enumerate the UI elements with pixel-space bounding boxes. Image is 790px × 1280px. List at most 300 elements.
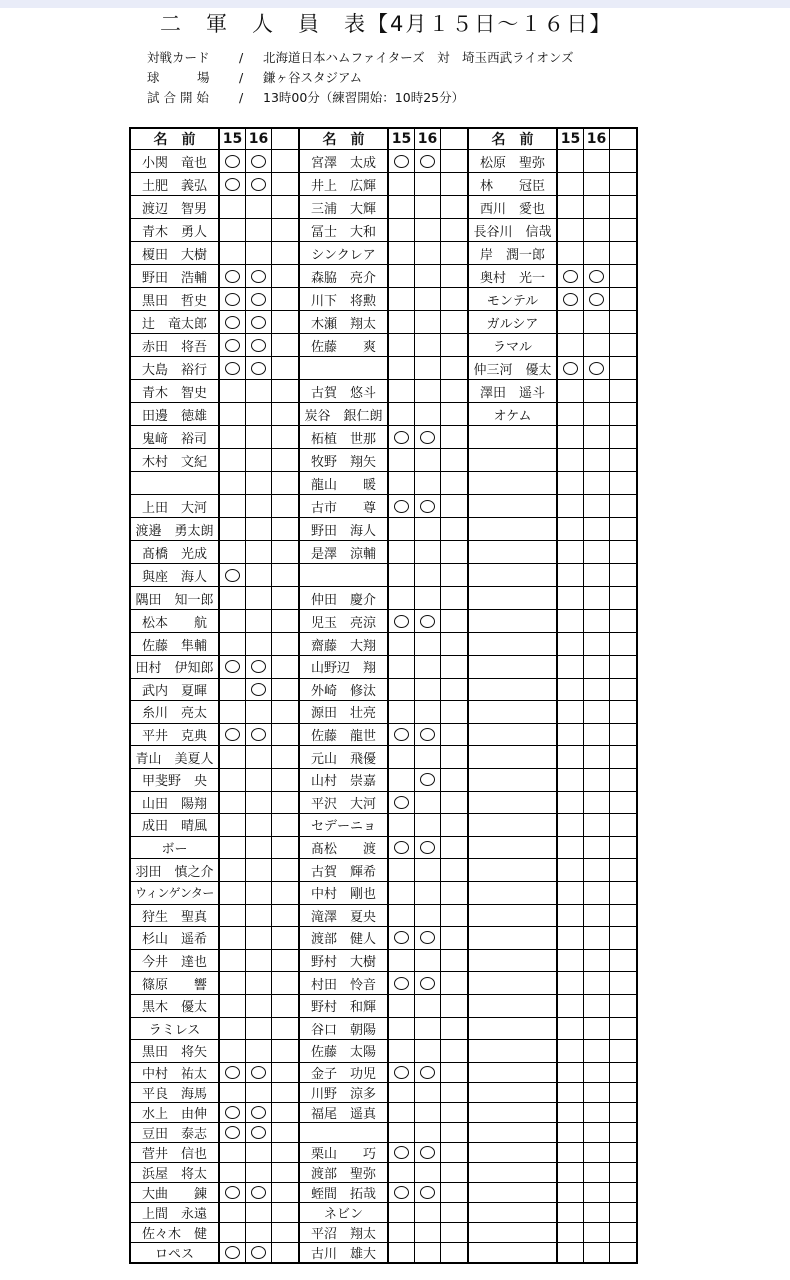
day16-cell	[584, 723, 610, 746]
day16-cell	[584, 881, 610, 904]
blank-cell	[441, 1062, 469, 1082]
player-name: ウィンゲンター	[130, 881, 219, 904]
day15-cell	[219, 972, 246, 995]
player-name: 佐藤 隼輔	[130, 633, 219, 656]
player-name: 齋藤 大翔	[299, 633, 388, 656]
day15-cell	[557, 723, 584, 746]
day15-cell	[557, 1062, 584, 1082]
blank-cell	[610, 426, 638, 449]
player-name: 黒木 優太	[130, 994, 219, 1017]
day15-cell	[557, 1017, 584, 1040]
attendance-circle-icon	[420, 500, 435, 513]
player-name: 松本 航	[130, 610, 219, 633]
day15-cell	[219, 881, 246, 904]
day15-cell	[219, 746, 246, 769]
blank-cell	[610, 678, 638, 701]
player-name	[468, 1082, 557, 1102]
blank-cell	[610, 656, 638, 679]
day15-cell	[557, 587, 584, 610]
day15-cell	[219, 723, 246, 746]
player-name	[468, 1122, 557, 1142]
blank-cell	[441, 814, 469, 837]
day16-cell	[246, 173, 272, 196]
blank-cell	[272, 1122, 300, 1142]
day15-cell	[219, 927, 246, 950]
header-day16: 16	[246, 128, 272, 150]
blank-cell	[272, 610, 300, 633]
blank-cell	[610, 1017, 638, 1040]
day15-cell	[388, 768, 415, 791]
player-name: オケム	[468, 403, 557, 426]
blank-cell	[610, 265, 638, 288]
day16-cell	[415, 1242, 441, 1263]
player-name: 赤田 将吾	[130, 334, 219, 357]
day15-cell	[557, 1102, 584, 1122]
day16-cell	[246, 791, 272, 814]
player-name	[468, 678, 557, 701]
blank-cell	[272, 701, 300, 724]
player-name: 岸 潤一郎	[468, 242, 557, 265]
blank-cell	[610, 1122, 638, 1142]
day16-cell	[415, 265, 441, 288]
day15-cell	[557, 196, 584, 219]
blank-cell	[610, 633, 638, 656]
attendance-circle-icon	[394, 1186, 409, 1199]
table-row	[130, 904, 637, 927]
attendance-circle-icon	[394, 796, 409, 809]
blank-cell	[441, 1122, 469, 1142]
table-row	[130, 881, 637, 904]
day16-cell	[415, 633, 441, 656]
table-row	[130, 633, 637, 656]
player-name: 三浦 大輝	[299, 196, 388, 219]
blank-cell	[610, 242, 638, 265]
day15-cell	[388, 173, 415, 196]
player-name	[468, 1102, 557, 1122]
table-row	[130, 723, 637, 746]
blank-cell	[610, 449, 638, 472]
day16-cell	[415, 610, 441, 633]
day15-cell	[557, 836, 584, 859]
day15-cell	[557, 701, 584, 724]
blank-cell	[441, 564, 469, 587]
blank-cell	[610, 904, 638, 927]
day16-cell	[584, 357, 610, 380]
day16-cell	[584, 403, 610, 426]
attendance-circle-icon	[251, 178, 266, 191]
day16-cell	[246, 904, 272, 927]
attendance-circle-icon	[420, 1066, 435, 1079]
blank-cell	[610, 814, 638, 837]
attendance-circle-icon	[420, 728, 435, 741]
player-name: 髙松 渡	[299, 836, 388, 859]
day16-cell	[246, 814, 272, 837]
blank-cell	[272, 357, 300, 380]
day16-cell	[246, 150, 272, 173]
player-name: 上間 永遠	[130, 1202, 219, 1222]
day15-cell	[219, 449, 246, 472]
day15-cell	[388, 814, 415, 837]
attendance-circle-icon	[251, 1126, 266, 1139]
player-name: 與座 海人	[130, 564, 219, 587]
blank-cell	[441, 150, 469, 173]
day15-cell	[388, 723, 415, 746]
blank-cell	[610, 1222, 638, 1242]
day15-cell	[388, 219, 415, 242]
day16-cell	[415, 881, 441, 904]
info-sep: /	[239, 70, 244, 85]
table-row	[130, 288, 637, 311]
top-band	[0, 0, 790, 8]
player-name	[468, 791, 557, 814]
blank-cell	[610, 1242, 638, 1263]
day16-cell	[246, 633, 272, 656]
day16-cell	[584, 1017, 610, 1040]
day16-cell	[246, 334, 272, 357]
day16-cell	[415, 587, 441, 610]
player-name: 奥村 光一	[468, 265, 557, 288]
day16-cell	[584, 814, 610, 837]
day16-cell	[246, 1202, 272, 1222]
day15-cell	[219, 610, 246, 633]
blank-cell	[610, 1202, 638, 1222]
player-name: シンクレア	[299, 242, 388, 265]
player-name: セデーニョ	[299, 814, 388, 837]
day16-cell	[584, 311, 610, 334]
blank-cell	[272, 449, 300, 472]
player-name: 野田 海人	[299, 518, 388, 541]
blank-cell	[610, 150, 638, 173]
player-name: 佐々木 健	[130, 1222, 219, 1242]
player-name: 元山 飛優	[299, 746, 388, 769]
blank-cell	[272, 927, 300, 950]
attendance-circle-icon	[394, 728, 409, 741]
blank-cell	[610, 723, 638, 746]
day15-cell	[219, 859, 246, 882]
day16-cell	[415, 288, 441, 311]
table-row	[130, 495, 637, 518]
day16-cell	[584, 1182, 610, 1202]
attendance-circle-icon	[420, 977, 435, 990]
blank-cell	[272, 836, 300, 859]
blank-cell	[441, 219, 469, 242]
day16-cell	[584, 518, 610, 541]
blank-cell	[610, 311, 638, 334]
blank-cell	[441, 701, 469, 724]
blank-cell	[272, 859, 300, 882]
player-name	[468, 426, 557, 449]
day15-cell	[388, 311, 415, 334]
day16-cell	[246, 219, 272, 242]
attendance-circle-icon	[251, 155, 266, 168]
blank-cell	[441, 1242, 469, 1263]
blank-cell	[441, 859, 469, 882]
player-name: 蛭間 拓哉	[299, 1182, 388, 1202]
blank-cell	[272, 1142, 300, 1162]
day15-cell	[388, 1182, 415, 1202]
blank-cell	[441, 1017, 469, 1040]
blank-cell	[610, 472, 638, 495]
day16-cell	[246, 610, 272, 633]
table-row	[130, 836, 637, 859]
attendance-circle-icon	[394, 155, 409, 168]
day16-cell	[415, 1122, 441, 1142]
day15-cell	[219, 265, 246, 288]
table-row	[130, 656, 637, 679]
player-name: 金子 功児	[299, 1062, 388, 1082]
day15-cell	[557, 949, 584, 972]
day15-cell	[219, 701, 246, 724]
table-row	[130, 1102, 637, 1122]
day15-cell	[219, 1062, 246, 1082]
player-name: 児玉 亮涼	[299, 610, 388, 633]
player-name: 黒田 将矢	[130, 1040, 219, 1063]
player-name	[468, 972, 557, 995]
table-row	[130, 587, 637, 610]
day16-cell	[415, 1162, 441, 1182]
day16-cell	[415, 173, 441, 196]
player-name: ボー	[130, 836, 219, 859]
day15-cell	[219, 587, 246, 610]
blank-cell	[441, 1162, 469, 1182]
day16-cell	[415, 701, 441, 724]
player-name	[468, 1040, 557, 1063]
attendance-circle-icon	[420, 1186, 435, 1199]
player-name	[468, 610, 557, 633]
day15-cell	[219, 678, 246, 701]
day16-cell	[415, 242, 441, 265]
attendance-circle-icon	[251, 316, 266, 329]
day15-cell	[219, 1082, 246, 1102]
blank-cell	[272, 265, 300, 288]
blank-cell	[272, 746, 300, 769]
table-row	[130, 426, 637, 449]
player-name: 青山 美夏人	[130, 746, 219, 769]
day16-cell	[584, 219, 610, 242]
day16-cell	[415, 768, 441, 791]
player-name	[299, 1122, 388, 1142]
blank-cell	[441, 791, 469, 814]
day15-cell	[388, 791, 415, 814]
attendance-circle-icon	[394, 1066, 409, 1079]
header-row	[130, 128, 637, 150]
day16-cell	[246, 1102, 272, 1122]
day15-cell	[557, 1242, 584, 1263]
attendance-circle-icon	[589, 270, 604, 283]
day16-cell	[246, 1062, 272, 1082]
table-row	[130, 1162, 637, 1182]
day15-cell	[557, 1122, 584, 1142]
day16-cell	[246, 949, 272, 972]
day15-cell	[557, 426, 584, 449]
day15-cell	[557, 768, 584, 791]
blank-cell	[272, 173, 300, 196]
day16-cell	[246, 472, 272, 495]
day15-cell	[557, 859, 584, 882]
day15-cell	[388, 678, 415, 701]
table-row	[130, 150, 637, 173]
blank-cell	[610, 564, 638, 587]
attendance-circle-icon	[420, 931, 435, 944]
player-name: 水上 由伸	[130, 1102, 219, 1122]
player-name: 菅井 信也	[130, 1142, 219, 1162]
attendance-circle-icon	[251, 660, 266, 673]
day15-cell	[388, 633, 415, 656]
day16-cell	[584, 1162, 610, 1182]
blank-cell	[441, 311, 469, 334]
table-row	[130, 1082, 637, 1102]
day16-cell	[246, 242, 272, 265]
player-name: 渡部 健人	[299, 927, 388, 950]
day15-cell	[219, 472, 246, 495]
blank-cell	[272, 791, 300, 814]
blank-cell	[610, 701, 638, 724]
day16-cell	[246, 449, 272, 472]
table-row	[130, 449, 637, 472]
blank-cell	[610, 380, 638, 403]
day16-cell	[246, 768, 272, 791]
blank-cell	[610, 495, 638, 518]
table-row	[130, 814, 637, 837]
day16-cell	[246, 403, 272, 426]
blank-cell	[272, 587, 300, 610]
attendance-circle-icon	[251, 1106, 266, 1119]
day15-cell	[219, 541, 246, 564]
day15-cell	[219, 1122, 246, 1142]
day15-cell	[388, 1040, 415, 1063]
roster-body	[130, 150, 637, 1263]
header-name: 名 前	[299, 128, 388, 150]
player-name: 村田 怜音	[299, 972, 388, 995]
player-name: 田邊 徳雄	[130, 403, 219, 426]
day15-cell	[219, 949, 246, 972]
table-row	[130, 265, 637, 288]
day16-cell	[246, 723, 272, 746]
blank-cell	[272, 426, 300, 449]
table-row	[130, 746, 637, 769]
player-name: 渡部 聖弥	[299, 1162, 388, 1182]
day15-cell	[557, 972, 584, 995]
day15-cell	[557, 1040, 584, 1063]
day16-cell	[246, 196, 272, 219]
day16-cell	[246, 1162, 272, 1182]
day15-cell	[219, 1202, 246, 1222]
day16-cell	[584, 449, 610, 472]
blank-cell	[272, 541, 300, 564]
attendance-circle-icon	[225, 1186, 240, 1199]
day16-cell	[584, 173, 610, 196]
day15-cell	[388, 859, 415, 882]
player-name	[299, 564, 388, 587]
player-name: 仲三河 優太	[468, 357, 557, 380]
day16-cell	[415, 949, 441, 972]
attendance-circle-icon	[251, 339, 266, 352]
day15-cell	[557, 265, 584, 288]
day15-cell	[219, 904, 246, 927]
blank-cell	[272, 242, 300, 265]
player-name: 大曲 錬	[130, 1182, 219, 1202]
player-name: 杉山 遥希	[130, 927, 219, 950]
day15-cell	[557, 449, 584, 472]
day16-cell	[246, 1017, 272, 1040]
player-name	[468, 701, 557, 724]
day16-cell	[584, 334, 610, 357]
day15-cell	[388, 1222, 415, 1242]
header-day15: 15	[219, 128, 246, 150]
header-blank	[610, 128, 638, 150]
player-name: 渡辺 智男	[130, 196, 219, 219]
player-name	[468, 836, 557, 859]
blank-cell	[272, 656, 300, 679]
day16-cell	[415, 1082, 441, 1102]
day15-cell	[219, 518, 246, 541]
day16-cell	[415, 791, 441, 814]
attendance-circle-icon	[225, 1126, 240, 1139]
day16-cell	[584, 196, 610, 219]
player-name: 糸川 亮太	[130, 701, 219, 724]
day15-cell	[219, 1242, 246, 1263]
day15-cell	[388, 836, 415, 859]
day16-cell	[415, 1102, 441, 1122]
day15-cell	[219, 403, 246, 426]
blank-cell	[272, 288, 300, 311]
attendance-circle-icon	[563, 293, 578, 306]
day16-cell	[246, 1182, 272, 1202]
player-name: 篠原 響	[130, 972, 219, 995]
day15-cell	[388, 1142, 415, 1162]
attendance-circle-icon	[251, 293, 266, 306]
player-name: 田村 伊知郎	[130, 656, 219, 679]
day15-cell	[557, 994, 584, 1017]
day15-cell	[219, 1182, 246, 1202]
blank-cell	[610, 1142, 638, 1162]
player-name: 佐藤 爽	[299, 334, 388, 357]
blank-cell	[272, 723, 300, 746]
day15-cell	[388, 927, 415, 950]
blank-cell	[610, 219, 638, 242]
day16-cell	[415, 1062, 441, 1082]
day16-cell	[584, 1202, 610, 1222]
info-label: 球 場	[147, 70, 210, 85]
day15-cell	[557, 927, 584, 950]
day16-cell	[415, 541, 441, 564]
blank-cell	[610, 1182, 638, 1202]
player-name: 澤田 遥斗	[468, 380, 557, 403]
info-match-card	[147, 48, 574, 66]
blank-cell	[610, 173, 638, 196]
day16-cell	[584, 1062, 610, 1082]
blank-cell	[272, 1062, 300, 1082]
day15-cell	[388, 610, 415, 633]
blank-cell	[441, 426, 469, 449]
blank-cell	[610, 994, 638, 1017]
player-name: 柘植 世那	[299, 426, 388, 449]
day16-cell	[584, 972, 610, 995]
blank-cell	[610, 196, 638, 219]
blank-cell	[272, 1040, 300, 1063]
attendance-circle-icon	[420, 615, 435, 628]
day15-cell	[557, 541, 584, 564]
day16-cell	[246, 1082, 272, 1102]
player-name: 源田 壮亮	[299, 701, 388, 724]
blank-cell	[610, 1062, 638, 1082]
player-name: ラミレス	[130, 1017, 219, 1040]
blank-cell	[610, 403, 638, 426]
day16-cell	[584, 1040, 610, 1063]
player-name	[468, 994, 557, 1017]
day16-cell	[415, 311, 441, 334]
table-row	[130, 334, 637, 357]
